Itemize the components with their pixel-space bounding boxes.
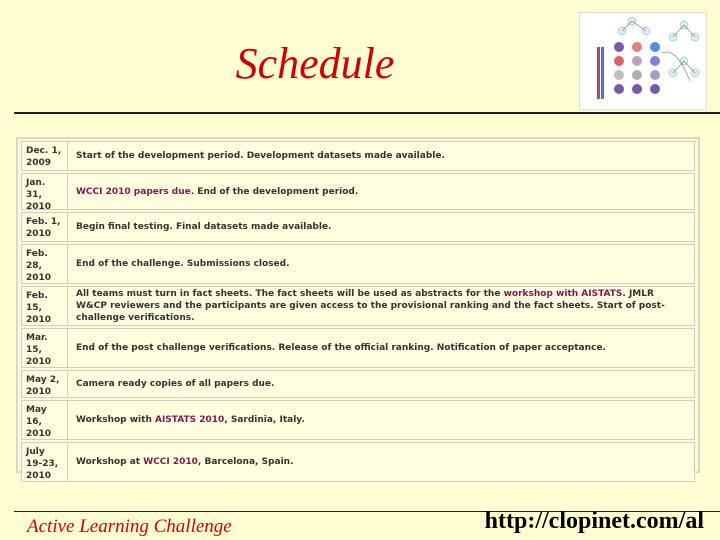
schedule-description bbox=[68, 142, 694, 170]
graph-diagram-image bbox=[579, 12, 707, 110]
schedule-description bbox=[68, 329, 694, 367]
footer-course-title: Active Learning Challenge bbox=[27, 516, 232, 537]
schedule-text: End of the challenge. Submissions closed. bbox=[76, 259, 290, 269]
schedule-description-text bbox=[76, 456, 294, 468]
title-divider bbox=[14, 112, 720, 114]
schedule-date: Jan. 31, 2010 bbox=[22, 174, 68, 209]
slide-title: Schedule bbox=[235, 39, 395, 88]
schedule-row bbox=[21, 370, 695, 398]
schedule-text: End of the post challenge verifications. Release of the official ranking. Notification of paper acceptance. bbox=[76, 343, 606, 353]
schedule-link[interactable]: workshop with AISTATS bbox=[503, 289, 623, 299]
schedule-description-text bbox=[76, 258, 290, 270]
schedule-text-after-link: , Sardinia, Italy. bbox=[224, 415, 305, 425]
schedule-description bbox=[68, 371, 694, 397]
schedule-description bbox=[68, 245, 694, 283]
schedule-description bbox=[68, 213, 694, 241]
schedule-description-text bbox=[76, 150, 445, 162]
schedule-row bbox=[21, 286, 695, 326]
schedule-text: Start of the development period. Development datasets made available. bbox=[76, 151, 445, 161]
schedule-row bbox=[21, 244, 695, 284]
schedule-description-text bbox=[76, 414, 305, 426]
schedule-date: May 2, 2010 bbox=[22, 371, 68, 397]
schedule-text-after-link: , Barcelona, Spain. bbox=[197, 457, 294, 467]
schedule-text-after-link: . JMLR W&CP reviewers and the participants are given access to the provisional ranking and the fact sheets. Start of post-challenge verifications. bbox=[76, 289, 665, 323]
schedule-row bbox=[21, 212, 695, 242]
schedule-description-text bbox=[76, 186, 358, 198]
schedule-description-text bbox=[76, 378, 274, 390]
schedule-description bbox=[68, 174, 694, 209]
schedule-date: May 16, 2010 bbox=[22, 401, 68, 439]
schedule-row bbox=[21, 328, 695, 368]
schedule-date: Feb. 15, 2010 bbox=[22, 287, 68, 325]
schedule-link[interactable]: WCCI 2010 bbox=[143, 457, 198, 467]
schedule-link[interactable]: AISTATS 2010 bbox=[154, 415, 225, 425]
schedule-description bbox=[68, 401, 694, 439]
schedule-text: Camera ready copies of all papers due. bbox=[76, 379, 275, 389]
schedule-description bbox=[68, 287, 694, 325]
schedule-description-text bbox=[76, 221, 331, 233]
footer-url[interactable]: http://clopinet.com/al bbox=[484, 508, 704, 534]
schedule-row bbox=[21, 141, 695, 171]
schedule-table bbox=[16, 137, 700, 481]
schedule-row bbox=[21, 173, 695, 210]
schedule-text: Workshop at bbox=[76, 457, 144, 467]
schedule-date: Dec. 1, 2009 bbox=[22, 142, 68, 170]
schedule-text: Begin final testing. Final datasets made available. bbox=[76, 222, 332, 232]
schedule-description-text bbox=[76, 288, 686, 324]
schedule-text-after-link: . End of the development period. bbox=[190, 186, 359, 197]
schedule-row bbox=[21, 400, 695, 440]
schedule-date: Feb. 1, 2010 bbox=[22, 213, 68, 241]
schedule-row bbox=[21, 442, 695, 482]
schedule-description-text bbox=[76, 342, 606, 354]
schedule-text: Workshop with bbox=[76, 415, 155, 425]
schedule-date: Mar. 15, 2010 bbox=[22, 329, 68, 367]
schedule-date: July 19-23, 2010 bbox=[22, 443, 68, 481]
schedule-date: Feb. 28, 2010 bbox=[22, 245, 68, 283]
schedule-description bbox=[68, 443, 694, 481]
schedule-text: All teams must turn in fact sheets. The fact sheets will be used as abstracts for the bbox=[76, 289, 504, 299]
schedule-link[interactable]: WCCI 2010 papers due bbox=[76, 186, 191, 197]
